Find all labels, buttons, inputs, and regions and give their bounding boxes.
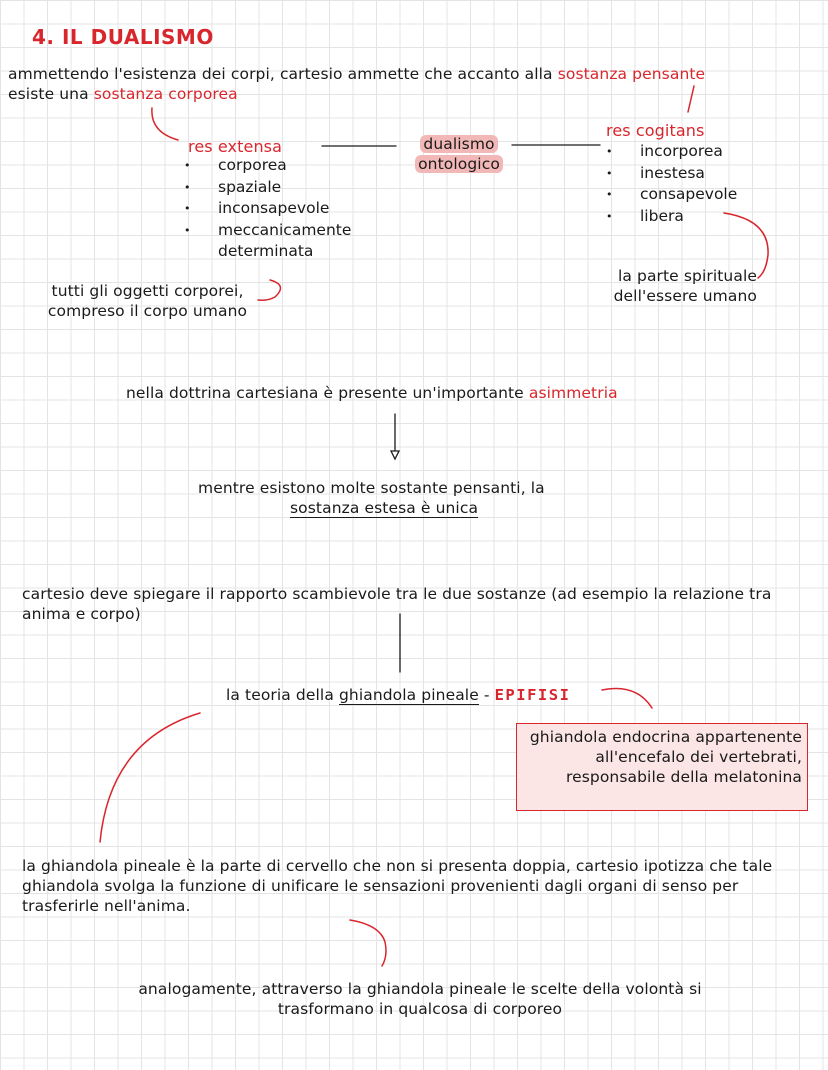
- cogitans-note-curve: [724, 213, 768, 278]
- res-cogitans-note: la parte spirituale dell'essere umano: [613, 267, 757, 305]
- intro-text-1: ammettendo l'esistenza dei corpi, cartesio ammette che accanto alla: [8, 65, 558, 83]
- extensa-note-curve: [258, 280, 280, 300]
- analogamente-text: analogamente, attraverso la ghiandola pineale le scelte della volontà si trasformano in qualcosa di corporeo: [138, 980, 702, 1018]
- asimmetria-arrow-head: [391, 451, 399, 459]
- res-extensa-heading: res extensa: [188, 137, 283, 156]
- sostanza-estesa-unica: sostanza estesa è unica: [290, 499, 479, 517]
- res-cogitans-item: • consapevole: [606, 184, 737, 206]
- sostanza-pensante-term: sostanza pensante: [557, 65, 706, 83]
- res-extensa-note: tutti gli oggetti corporei, compreso il corpo umano: [47, 282, 248, 320]
- res-extensa-item: • inconsapevole: [184, 198, 394, 220]
- asimmetria-keyword: asimmetria: [528, 384, 618, 402]
- ontologico-word: ontologico: [415, 155, 503, 173]
- intro-to-cogitans-line: [688, 86, 694, 112]
- pineale-paragraph: la ghiandola pineale è la parte di cervello che non si presenta doppia, cartesio ipotizza che tale ghiandola svolga la funzione di unificare le sensazioni provenienti dagli organi di senso per trasferirle nell'anima.: [22, 857, 773, 915]
- page-title: 4. IL DUALISMO: [32, 25, 214, 49]
- analogamente-curve: [350, 920, 386, 966]
- asimmetria-text: nella dottrina cartesiana è presente un'importante: [126, 384, 529, 402]
- res-extensa-item: • spaziale: [184, 177, 394, 199]
- ghiandola-dash: -: [478, 686, 495, 704]
- epifisi-term: EPIFISI: [494, 686, 571, 704]
- ghiandola-prefix: la teoria della: [226, 686, 339, 704]
- rapporto-text: cartesio deve spiegare il rapporto scambievole tra le due sostanze (ad esempio la relazione tra anima e corpo): [22, 585, 772, 623]
- res-cogitans-item: • libera: [606, 206, 737, 228]
- res-extensa-item: • meccanicamente determinata: [184, 220, 394, 263]
- epifisi-curve: [602, 688, 652, 708]
- definition-text: ghiandola endocrina appartenente all'encefalo dei vertebrati, responsabile della melatonina: [529, 728, 802, 786]
- molte-sostanze-line-1: mentre esistono molte sostante pensanti, la: [198, 479, 545, 497]
- ghiandola-pineale-term: ghiandola pineale: [338, 686, 479, 704]
- intro-to-extensa-curve: [152, 108, 178, 140]
- res-extensa-item: • corporea: [184, 155, 394, 177]
- sostanza-corporea-term: sostanza corporea: [93, 85, 238, 103]
- res-cogitans-item: • inestesa: [606, 163, 737, 185]
- res-cogitans-item: • incorporea: [606, 141, 737, 163]
- res-cogitans-heading: res cogitans: [606, 121, 705, 140]
- intro-text-2: esiste una: [8, 85, 94, 103]
- dualismo-word: dualismo: [420, 135, 497, 153]
- pineale-long-curve: [100, 713, 200, 842]
